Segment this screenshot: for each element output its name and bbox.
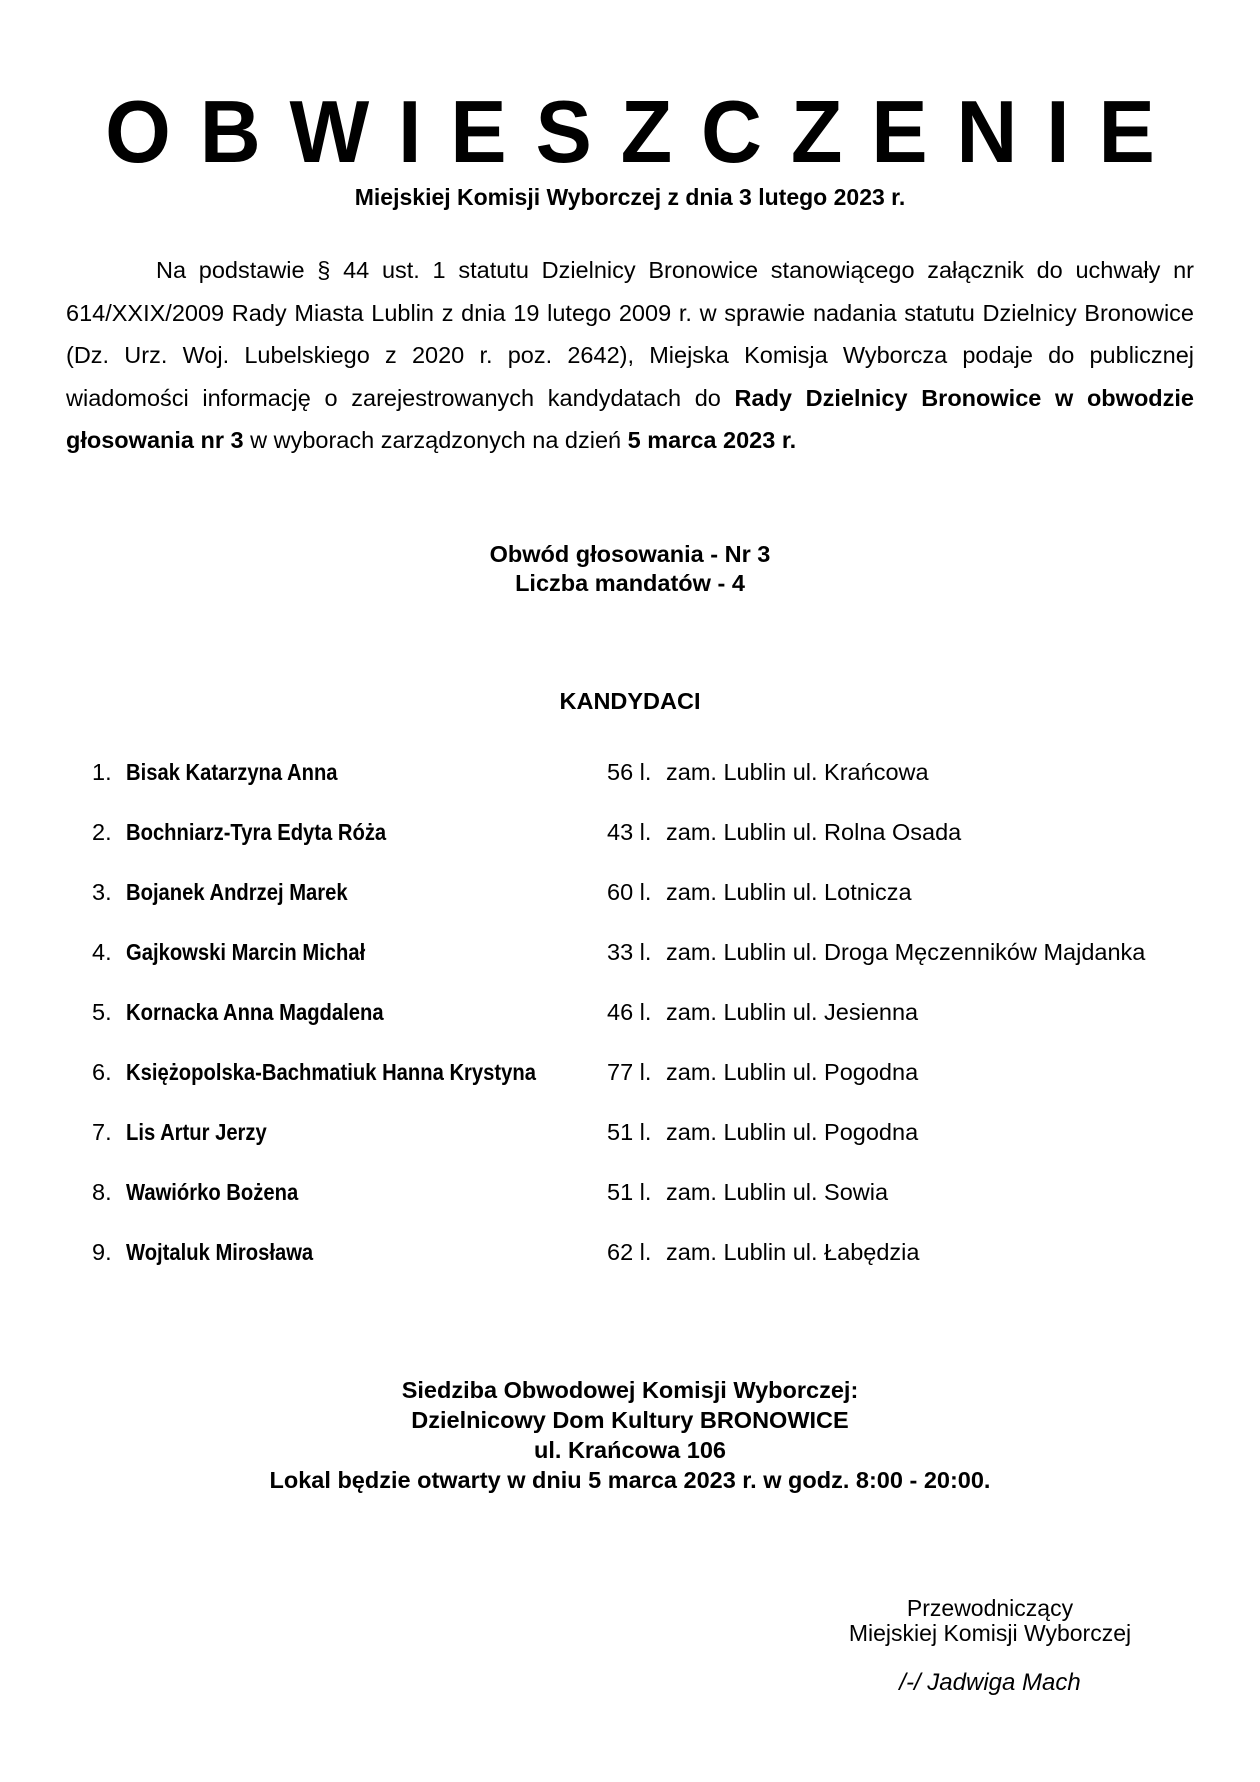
list-item	[92, 817, 1212, 877]
candidate-name: Bojanek Andrzej Marek	[126, 879, 348, 905]
candidate-number: 8.	[92, 1179, 112, 1205]
candidate-number: 3.	[92, 879, 112, 905]
signature-role-2: Miejskiej Komisji Wyborczej	[848, 1620, 1132, 1646]
candidate-address: zam. Lublin ul. Pogodna	[666, 1119, 919, 1145]
list-item	[92, 1177, 1212, 1237]
list-item	[92, 1057, 1212, 1117]
candidate-name: Wojtaluk Mirosława	[126, 1239, 314, 1265]
document-subtitle: Miejskiej Komisji Wyborczej z dnia 3 lutego 2023 r.	[354, 184, 906, 210]
candidate-name: Lis Artur Jerzy	[126, 1119, 267, 1145]
candidate-address: zam. Lublin ul. Sowia	[666, 1179, 889, 1205]
intro-text-2: w wyborach zarządzonych na dzień	[243, 427, 628, 453]
commission-seat-info	[0, 1375, 1260, 1495]
mandate-count: Liczba mandatów - 4	[515, 570, 745, 596]
candidate-address: zam. Lublin ul. Krańcowa	[666, 759, 929, 785]
candidate-address: zam. Lublin ul. Droga Męczenników Majdanka	[666, 939, 1146, 965]
candidate-name: Bochniarz-Tyra Edyta Róża	[126, 819, 387, 845]
candidate-name: Księżopolska-Bachmatiuk Hanna Krystyna	[126, 1059, 536, 1085]
candidate-number: 6.	[92, 1059, 112, 1085]
signature-role-1: Przewodniczący	[906, 1595, 1074, 1621]
list-item	[92, 757, 1212, 817]
document-title: OBWIESZCZENIE	[105, 82, 1184, 181]
candidate-name: Wawiórko Bożena	[126, 1179, 299, 1205]
candidate-age: 62 l.	[607, 1239, 652, 1265]
signature-block	[790, 1596, 1190, 1646]
candidate-age: 46 l.	[607, 999, 652, 1025]
candidate-age: 51 l.	[607, 1179, 652, 1205]
list-item	[92, 937, 1212, 997]
candidate-age: 33 l.	[607, 939, 652, 965]
seat-heading: Siedziba Obwodowej Komisji Wyborczej:	[401, 1377, 859, 1403]
candidate-address: zam. Lublin ul. Rolna Osada	[666, 819, 962, 845]
candidate-address: zam. Lublin ul. Łabędzia	[666, 1239, 920, 1265]
candidate-age: 60 l.	[607, 879, 652, 905]
list-item	[92, 997, 1212, 1057]
candidate-name: Bisak Katarzyna Anna	[126, 759, 338, 785]
seat-venue: Dzielnicowy Dom Kultury BRONOWICE	[411, 1407, 849, 1433]
candidate-name: Kornacka Anna Magdalena	[126, 999, 384, 1025]
candidate-number: 1.	[92, 759, 112, 785]
intro-text-1: Na podstawie § 44 ust. 1 statutu Dzielnicy Bronowice stanowiącego załącznik do uchwały nr 614/XXIX/2009 Rady Miasta Lublin z dnia 19 lutego 2009 r. w sprawie nadania statutu Dzielnicy Bronowice (Dz. Urz. Woj. Lubelskiego z 2020 r. poz. 2642), Miejska Komisja Wyborcza podaje do publicznej wiadomości informację o zarejestrowanych kandydatach do	[66, 257, 1194, 411]
seat-address: ul. Krańcowa 106	[534, 1437, 726, 1463]
candidates-list	[92, 757, 1212, 1297]
signatory-name: /-/ Jadwiga Mach	[899, 1669, 1081, 1696]
list-item	[92, 1237, 1212, 1297]
intro-bold-1: Rady Dzielnicy Bronowice w obwodzie głosowania nr 3	[66, 384, 1194, 453]
candidates-heading: KANDYDACI	[559, 688, 701, 714]
list-item	[92, 1117, 1212, 1177]
candidate-number: 4.	[92, 939, 112, 965]
candidate-age: 51 l.	[607, 1119, 652, 1145]
candidate-number: 9.	[92, 1239, 112, 1265]
candidate-age: 43 l.	[607, 819, 652, 845]
district-number: Obwód głosowania - Nr 3	[489, 541, 771, 567]
district-info	[0, 540, 1260, 598]
candidate-number: 5.	[92, 999, 112, 1025]
candidate-address: zam. Lublin ul. Lotnicza	[666, 879, 912, 905]
intro-bold-2: 5 marca 2023 r.	[627, 427, 797, 453]
seat-opening-hours: Lokal będzie otwarty w dniu 5 marca 2023 r. w godz. 8:00 - 20:00.	[269, 1467, 991, 1493]
candidate-address: zam. Lublin ul. Jesienna	[666, 999, 919, 1025]
candidate-age: 56 l.	[607, 759, 652, 785]
intro-paragraph	[66, 249, 1194, 462]
candidate-address: zam. Lublin ul. Pogodna	[666, 1059, 919, 1085]
candidate-name: Gajkowski Marcin Michał	[126, 939, 366, 965]
candidate-number: 7.	[92, 1119, 112, 1145]
candidate-number: 2.	[92, 819, 112, 845]
candidate-age: 77 l.	[607, 1059, 652, 1085]
list-item	[92, 877, 1212, 937]
